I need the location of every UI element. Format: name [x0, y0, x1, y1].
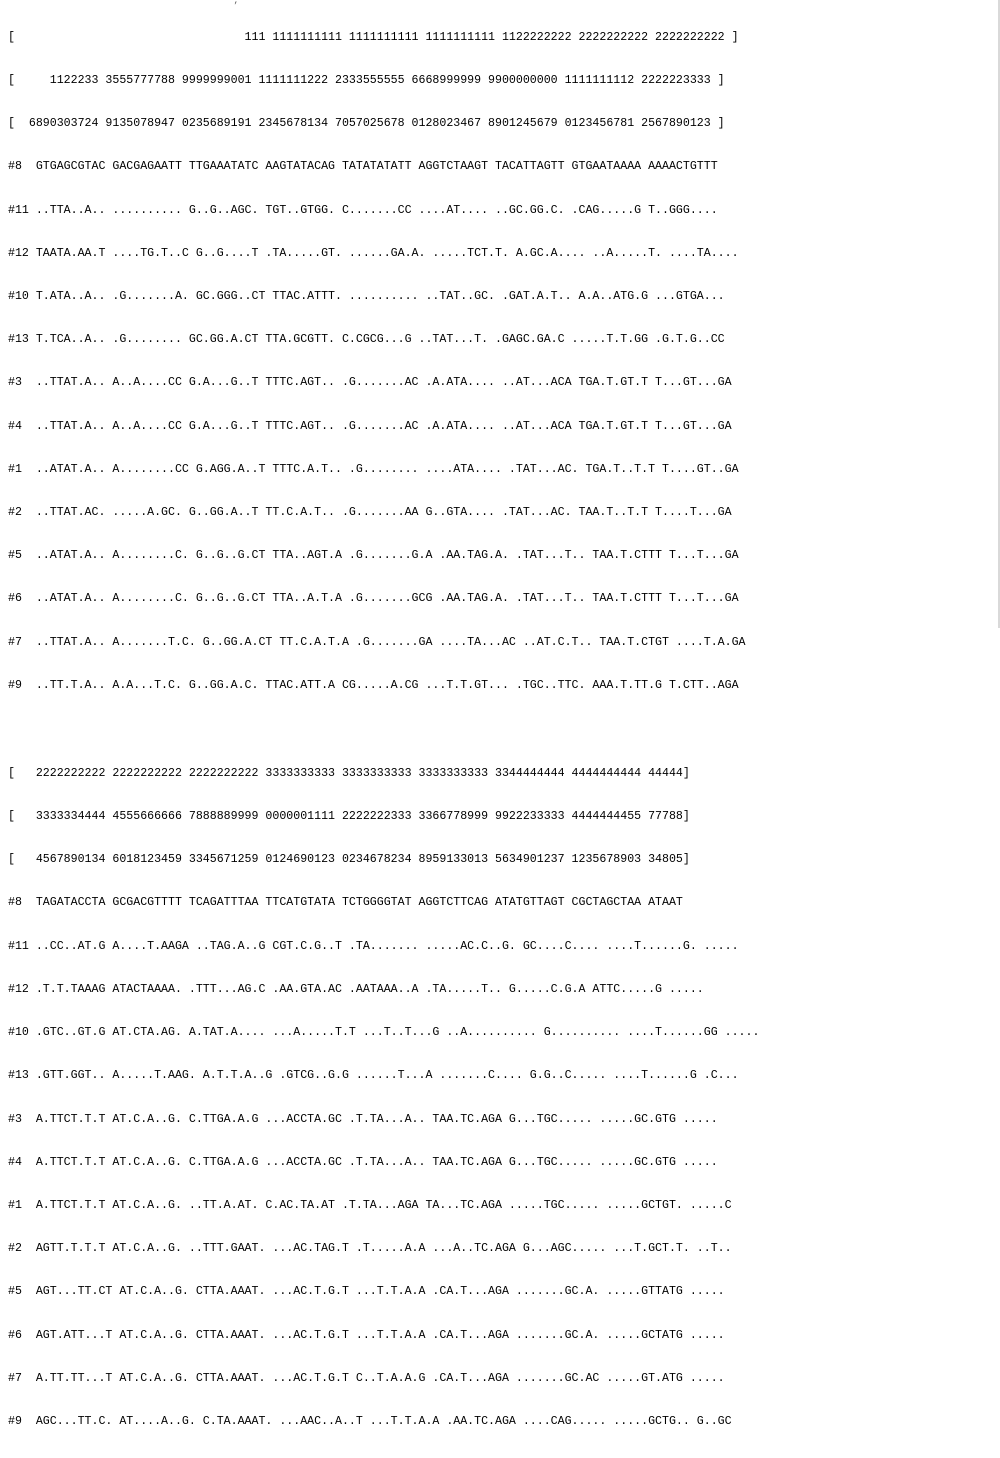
- sequence-row: #3 ..TTAT.A.. A..A....CC G.A...G..T TTTC.AGT.. .G.......AC .A.ATA.... ..AT...ACA TGA.T.GT.T T...GT...GA: [8, 376, 732, 390]
- sequence-row: #13 T.TCA..A.. .G........ GC.GG.A.CT TTA.GCGTT. C.CGCG...G ..TAT...T. .GAGC.GA.C .....T.T.GG .G.T.G..CC: [8, 333, 725, 347]
- sequence-row: #4 ..TTAT.A.. A..A....CC G.A...G..T TTTC.AGT.. .G.......AC .A.ATA.... ..AT...ACA TGA.T.GT.T T...GT...GA: [8, 419, 732, 433]
- alignment-block-2: [8, 738, 1000, 1458]
- sequence-row: #1 ..ATAT.A.. A........CC G.AGG.A..T TTTC.A.T.. .G........ ....ATA.... .TAT...AC. TGA.T..T.T T....GT..GA: [8, 462, 739, 476]
- sequence-row: #9 ..TT.T.A.. A.A...T.C. G..GG.A.C. TTAC.ATT.A CG.....A.CG ...T.T.GT... .TGC..TTC. AAA.T.TT.G T.CTT..AGA: [8, 678, 739, 692]
- sequence-row: #8 GTGAGCGTAC GACGAGAATT TTGAAATATC AAGTATACAG TATATATATT AGGTCTAAGT TACATTAGTT GTGAATAAAA AAAACTGTTT: [8, 160, 718, 174]
- position-row: [ 111 1111111111 1111111111 1111111111 1122222222 2222222222 2222222222 ]: [8, 30, 739, 44]
- sequence-row: #10 T.ATA..A.. .G.......A. GC.GGG..CT TTAC.ATTT. .......... ..TAT..GC. .GAT.A.T.. A.A..ATG.G ...GTGA...: [8, 290, 725, 304]
- sequence-alignment-document: [8, 1, 1000, 1428]
- stray-tick-mark: ’: [233, 1, 239, 11]
- sequence-row: #7 A.TT.TT...T AT.C.A..G. CTTA.AAAT. ...AC.T.G.T C..T.A.A.G .CA.T...AGA .......GC.AC .....GT.ATG .....: [8, 1371, 725, 1385]
- sequence-row: #5 AGT...TT.CT AT.C.A..G. CTTA.AAAT. ...AC.T.G.T ...T.T.A.A .CA.T...AGA .......GC.A. .....GTTATG .....: [8, 1285, 725, 1299]
- sequence-row: #6 ..ATAT.A.. A........C. G..G..G.CT TTA..A.T.A .G.......GCG .AA.TAG.A. .TAT...T.. TAA.T.CTTT T...T...GA: [8, 592, 739, 606]
- sequence-row: #11 ..TTA..A.. .......... G..G..AGC. TGT..GTGG. C.......CC ....AT.... ..GC.GG.C. .CAG.....G T..GGG....: [8, 203, 718, 217]
- position-row: [ 4567890134 6018123459 3345671259 0124690123 0234678234 8959133013 5634901237 1235678903 34805]: [8, 853, 690, 867]
- position-row: [ 1122233 3555777788 9999999001 1111111222 2333555555 6668999999 9900000000 1111111112 2222223333 ]: [8, 74, 725, 88]
- sequence-row: #4 A.TTCT.T.T AT.C.A..G. C.TTGA.A.G ...ACCTA.GC .T.TA...A.. TAA.TC.AGA G...TGC..... .....GC.GTG .....: [8, 1155, 718, 1169]
- sequence-row: #5 ..ATAT.A.. A........C. G..G..G.CT TTA..AGT.A .G.......G.A .AA.TAG.A. .TAT...T.. TAA.T.CTTT T...T...GA: [8, 549, 739, 563]
- sequence-row: #9 AGC...TT.C. AT....A..G. C.TA.AAAT. ...AAC..A..T ...T.T.A.A .AA.TC.AGA ....CAG..... .....GCTG.. G..GC: [8, 1414, 732, 1428]
- position-row: [ 3333334444 4555666666 7888889999 0000001111 2222222333 3366778999 9922233333 4444444455 77788]: [8, 810, 690, 824]
- position-row: [ 6890303724 9135078947 0235689191 2345678134 7057025678 0128023467 8901245679 0123456781 2567890123 ]: [8, 117, 725, 131]
- sequence-row: #7 ..TTAT.A.. A.......T.C. G..GG.A.CT TT.C.A.T.A .G.......GA ....TA...AC ..AT.C.T.. TAA.T.CTGT ....T.A.GA: [8, 635, 746, 649]
- position-row: [ 2222222222 2222222222 2222222222 3333333333 3333333333 3333333333 3344444444 4444444444 44444]: [8, 766, 690, 780]
- block-separator: [8, 722, 1000, 738]
- sequence-row: #12 .T.T.TAAAG ATACTAAAA. .TTT...AG.C .AA.GTA.AC .AATAAA..A .TA.....T.. G.....C.G.A ATTC.....G .....: [8, 982, 704, 996]
- sequence-row: #1 A.TTCT.T.T AT.C.A..G. ..TT.A.AT. C.AC.TA.AT .T.TA...AGA TA...TC.AGA .....TGC..... .....GCTGT. .....C: [8, 1198, 732, 1212]
- alignment-block-1: [8, 2, 1000, 722]
- sequence-row: #3 A.TTCT.T.T AT.C.A..G. C.TTGA.A.G ...ACCTA.GC .T.TA...A.. TAA.TC.AGA G...TGC..... .....GC.GTG .....: [8, 1112, 718, 1126]
- sequence-row: #12 TAATA.AA.T ....TG.T..C G..G....T .TA.....GT. ......GA.A. .....TCT.T. A.GC.A.... ..A.....T. ....TA....: [8, 246, 739, 260]
- sequence-row: #2 AGTT.T.T.T AT.C.A..G. ..TTT.GAAT. ...AC.TAG.T .T.....A.A ...A..TC.AGA G...AGC..... ...T.GCT.T. ..T..: [8, 1242, 732, 1256]
- sequence-row: #11 ..CC..AT.G A....T.AAGA ..TAG.A..G CGT.C.G..T .TA....... .....AC.C..G. GC....C.... ....T......G. .....: [8, 939, 739, 953]
- sequence-row: #13 .GTT.GGT.. A.....T.AAG. A.T.T.A..G .GTCG..G.G ......T...A .......C.... G.G..C..... ....T......G .C...: [8, 1069, 739, 1083]
- sequence-row: #6 AGT.ATT...T AT.C.A..G. CTTA.AAAT. ...AC.T.G.T ...T.T.A.A .CA.T...AGA .......GC.A. .....GCTATG .....: [8, 1328, 725, 1342]
- sequence-row: #10 .GTC..GT.G AT.CTA.AG. A.TAT.A.... ...A.....T.T ...T..T...G ..A.......... G.......... ....T......GG .....: [8, 1026, 760, 1040]
- sequence-row: #8 TAGATACCTA GCGACGTTTT TCAGATTTAA TTCATGTATA TCTGGGGTAT AGGTCTTCAG ATATGTTAGT CGCTAGCTAA ATAAT: [8, 896, 683, 910]
- sequence-row: #2 ..TTAT.AC. .....A.GC. G..GG.A..T TT.C.A.T.. .G.......AA G..GTA.... .TAT...AC. TAA.T..T.T T....T...GA: [8, 506, 732, 520]
